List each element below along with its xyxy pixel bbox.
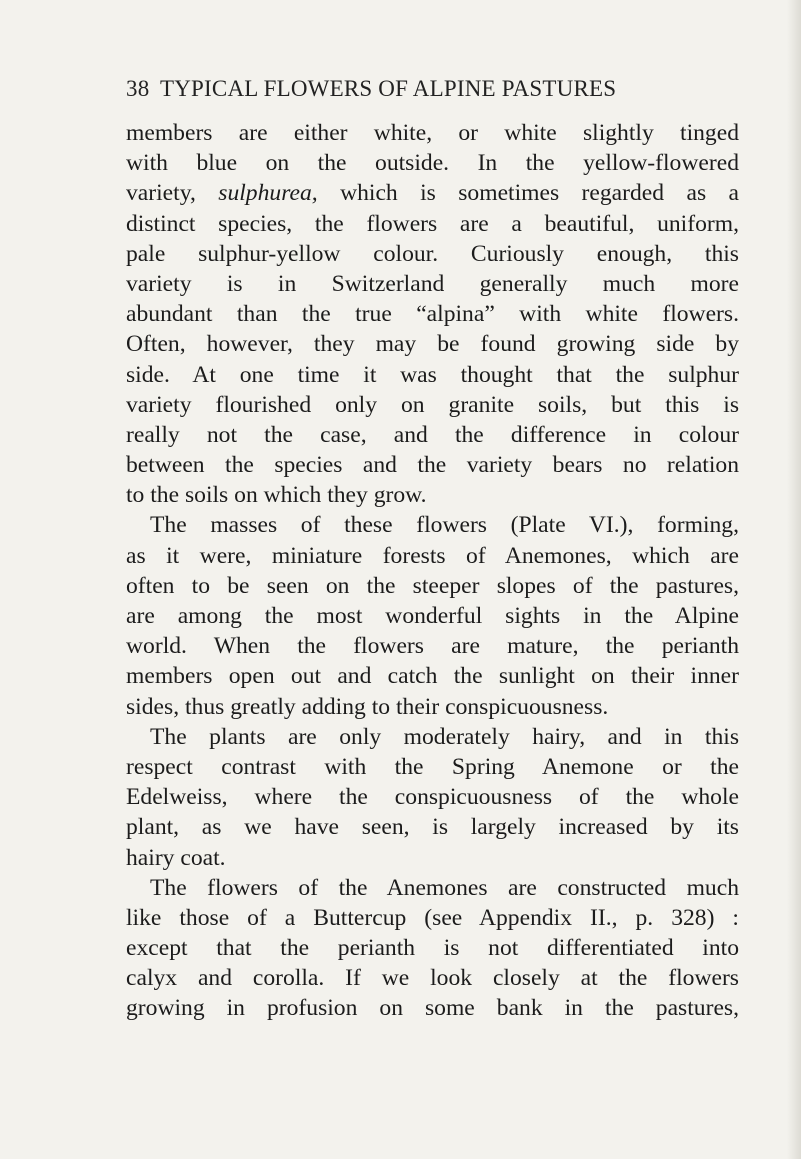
text-line: Edelweiss, where the conspicuousness of the whole <box>126 784 739 811</box>
text-line: distinct species, the flowers are a beautiful, uniform, <box>126 210 739 237</box>
text-line: often to be seen on the steeper slopes of the pastures, <box>126 572 739 599</box>
paragraph-start-line: The plants are only moderately hairy, and in this <box>150 723 739 750</box>
text-line: like those of a Buttercup (see Appendix II., p. 328) : <box>126 904 739 931</box>
paragraph-start-line: The masses of these flowers (Plate VI.), forming, <box>150 512 739 539</box>
text-line: members are either white, or white slightly tinged <box>126 120 739 146</box>
page-edge-shadow <box>787 0 801 1159</box>
text-line: side. At one time it was thought that the sulphur <box>126 361 739 388</box>
italic-term: sulphurea, <box>218 180 318 207</box>
text-line: variety flourished only on granite soils, but this is <box>126 391 739 418</box>
paragraph-end-line: to the soils on which they grow. <box>126 482 427 509</box>
paragraph-end-line: hairy coat. <box>126 844 226 871</box>
text-line: between the species and the variety bears no relation <box>126 452 739 479</box>
text-line: growing in profusion on some bank in the pastures, <box>126 995 739 1022</box>
text-line: members open out and catch the sunlight on their inner <box>126 663 739 690</box>
paragraph-start-line: The flowers of the Anemones are constructed much <box>150 874 739 901</box>
running-header <box>126 76 726 102</box>
text-run: which is sometimes regarded as a <box>317 180 739 207</box>
text-line: pale sulphur-yellow colour. Curiously enough, this <box>126 240 739 267</box>
text-line: variety is in Switzerland generally much more <box>126 270 739 297</box>
text-line: plant, as we have seen, is largely increased by its <box>126 814 739 841</box>
text-line: as it were, miniature forests of Anemones, which are <box>126 542 739 569</box>
text-line: are among the most wonderful sights in the Alpine <box>126 603 739 629</box>
text-line: calyx and corolla. If we look closely at the flowers <box>126 965 739 992</box>
text-line: with blue on the outside. In the yellow-flowered <box>126 150 739 177</box>
body-text <box>126 118 739 1024</box>
text-line: world. When the flowers are mature, the perianth <box>126 633 739 660</box>
paragraph-end-line: sides, thus greatly adding to their conspicuousness. <box>126 693 609 720</box>
text-line: really not the case, and the difference in colour <box>126 421 739 448</box>
page-number: 38 <box>126 76 150 101</box>
text-run: variety, <box>126 180 219 207</box>
text-line: respect contrast with the Spring Anemone or the <box>126 753 739 780</box>
text-line: abundant than the true “alpina” with white flowers. <box>126 301 739 328</box>
text-line <box>126 178 739 208</box>
text-line: except that the perianth is not differentiated into <box>126 935 739 962</box>
text-line: Often, however, they may be found growing side by <box>126 331 739 358</box>
running-title: TYPICAL FLOWERS OF ALPINE PASTURES <box>160 76 617 101</box>
